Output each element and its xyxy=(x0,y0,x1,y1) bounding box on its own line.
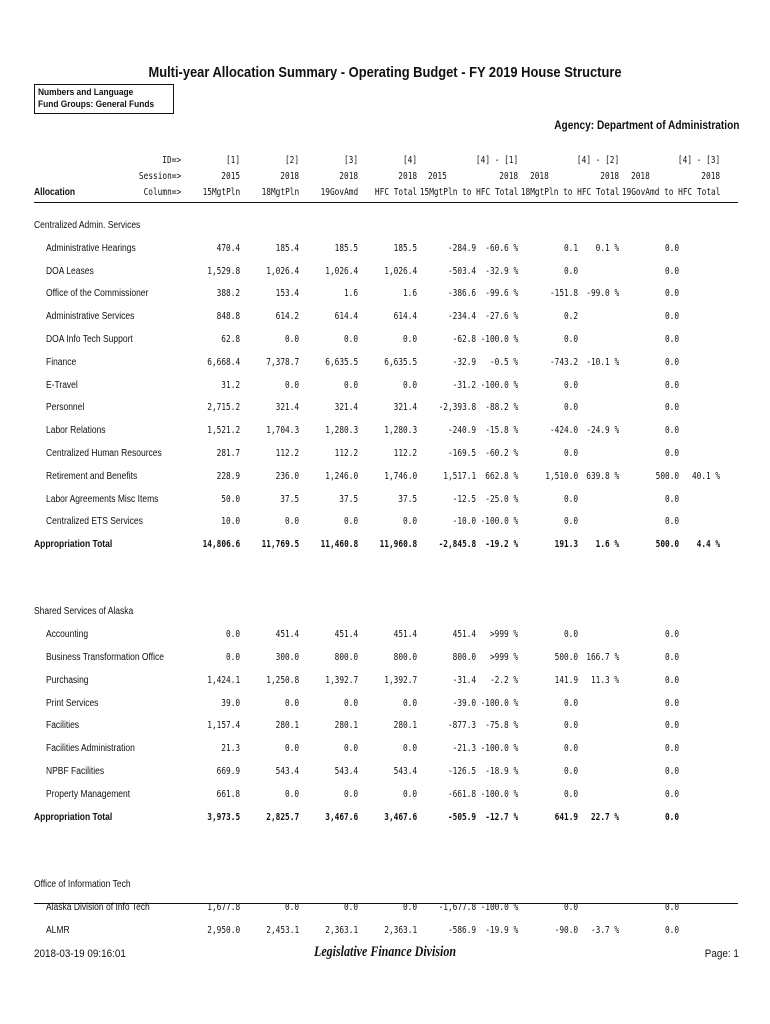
diff-amount: 0.0 xyxy=(563,901,578,913)
diff-amount: -126.5 xyxy=(447,766,476,778)
allocation-row-label: Administrative Services xyxy=(46,311,135,323)
diff-percent: -19.2 % xyxy=(485,539,518,551)
value-cell: 0.0 xyxy=(343,334,358,345)
value-cell: 2,950.0 xyxy=(207,924,240,936)
diff-amount: 0.0 xyxy=(563,766,578,778)
value-cell: 21.3 xyxy=(221,743,240,755)
diff-amount: -39.0 xyxy=(452,697,476,709)
diff-amount: -169.5 xyxy=(447,448,476,459)
value-cell: 280.1 xyxy=(334,720,358,732)
value-cell: 0.0 xyxy=(343,901,358,913)
value-cell: 6,668.4 xyxy=(207,356,240,368)
value-cell: 321.4 xyxy=(275,402,299,414)
diff-amount: 0.0 xyxy=(664,334,679,345)
value-cell: 1,677.8 xyxy=(207,901,240,913)
value-cell: 1,157.4 xyxy=(207,720,240,732)
diff-percent: -15.8 % xyxy=(485,425,518,437)
diff-percent: -12.7 % xyxy=(485,811,518,823)
allocation-row-label: Finance xyxy=(46,356,77,368)
diff-percent: -0.5 % xyxy=(489,356,518,368)
diff-percent: -25.0 % xyxy=(485,493,518,505)
fund-box-line-1: Numbers and Language xyxy=(38,87,134,98)
diff-percent: -100.0 % xyxy=(480,516,518,528)
value-cell: 800.0 xyxy=(393,652,417,664)
diff-amount: -31.2 xyxy=(452,379,476,391)
value-cell: 543.4 xyxy=(393,766,417,778)
diff-percent: -99.6 % xyxy=(485,288,518,300)
header-row-label: Session=> xyxy=(138,171,181,182)
page-number: Page: 1 xyxy=(704,948,739,960)
allocation-row-label: E-Travel xyxy=(46,379,78,391)
diff-amount: -151.8 xyxy=(549,288,578,300)
value-cell: 11,460.8 xyxy=(320,539,358,551)
value-cell: 0.0 xyxy=(284,379,299,391)
allocation-row-label: Centralized Human Resources xyxy=(46,448,162,459)
diff-percent: 639.8 % xyxy=(586,470,619,482)
value-cell: 1,246.0 xyxy=(325,470,358,482)
diff-percent: -18.9 % xyxy=(485,766,518,778)
allocation-row-label: Labor Relations xyxy=(46,425,106,437)
value-cell: 0.0 xyxy=(402,788,417,800)
value-cell: 1,026.4 xyxy=(325,265,358,277)
diff-amount: 0.0 xyxy=(664,311,679,323)
diff-percent: -88.2 % xyxy=(485,402,518,414)
diff-amount: 0.0 xyxy=(664,901,679,913)
allocation-row-label: Facilities Administration xyxy=(46,743,135,755)
value-cell: 185.5 xyxy=(334,242,358,254)
value-cell: 2,715.2 xyxy=(207,402,240,414)
diff-percent: -100.0 % xyxy=(480,379,518,391)
value-cell: 31.2 xyxy=(221,379,240,391)
value-cell: 0.0 xyxy=(284,697,299,709)
value-cell: 0.0 xyxy=(284,743,299,755)
value-cell: 112.2 xyxy=(275,448,299,459)
diff-amount: 0.0 xyxy=(664,356,679,368)
allocation-row-label: Labor Agreements Misc Items xyxy=(46,493,159,505)
diff-amount: -424.0 xyxy=(549,425,578,437)
allocation-row-label: Personnel xyxy=(46,402,85,414)
value-cell: 7,378.7 xyxy=(266,356,299,368)
diff-amount: 0.0 xyxy=(664,924,679,936)
diff-amount: 0.0 xyxy=(664,402,679,414)
value-cell: 300.0 xyxy=(275,652,299,664)
value-cell: 153.4 xyxy=(275,288,299,300)
value-cell: 37.5 xyxy=(280,493,299,505)
allocation-row-label: Centralized ETS Services xyxy=(46,516,143,528)
value-cell: 614.4 xyxy=(334,311,358,323)
value-cell: 614.2 xyxy=(275,311,299,323)
value-cell: 0.0 xyxy=(402,516,417,528)
value-cell: 669.9 xyxy=(216,766,240,778)
allocation-row-label: Purchasing xyxy=(46,674,89,686)
diff-percent: -24.9 % xyxy=(586,425,619,437)
value-cell: 2,363.1 xyxy=(325,924,358,936)
diff-session-to: 2018 xyxy=(499,171,518,182)
diff-session-to: 2018 xyxy=(701,171,720,182)
diff-amount: -2,845.8 xyxy=(438,539,476,551)
diff-amount: 0.0 xyxy=(563,788,578,800)
diff-amount: 0.0 xyxy=(563,516,578,528)
col-name: 18MgtPln xyxy=(261,187,299,198)
value-cell: 39.0 xyxy=(221,697,240,709)
value-cell: 1,529.8 xyxy=(207,265,240,277)
allocation-row-label: Retirement and Benefits xyxy=(46,470,138,482)
value-cell: 62.8 xyxy=(221,334,240,345)
footer-signature: Legislative Finance Division xyxy=(314,944,456,960)
diff-percent: -10.1 % xyxy=(586,356,619,368)
value-cell: 0.0 xyxy=(343,379,358,391)
value-cell: 37.5 xyxy=(398,493,417,505)
col-id: [2] xyxy=(284,155,299,166)
value-cell: 14,806.6 xyxy=(202,539,240,551)
value-cell: 1,026.4 xyxy=(384,265,417,277)
diff-amount: 0.0 xyxy=(664,720,679,732)
col-name: HFC Total xyxy=(374,187,417,198)
header-divider xyxy=(34,202,738,203)
col-id: [1] xyxy=(225,155,240,166)
value-cell: 1,521.2 xyxy=(207,425,240,437)
allocation-row-label: Print Services xyxy=(46,697,99,709)
diff-amount: 0.0 xyxy=(563,379,578,391)
value-cell: 0.0 xyxy=(284,901,299,913)
diff-amount: 0.0 xyxy=(664,743,679,755)
value-cell: 2,825.7 xyxy=(266,811,299,823)
value-cell: 1,704.3 xyxy=(266,425,299,437)
diff-amount: 0.0 xyxy=(563,720,578,732)
diff-amount: 500.0 xyxy=(554,652,578,664)
value-cell: 848.8 xyxy=(216,311,240,323)
value-cell: 1,392.7 xyxy=(384,674,417,686)
diff-amount: 0.0 xyxy=(664,811,679,823)
allocation-row-label: ALMR xyxy=(46,924,70,936)
diff-amount: 1,510.0 xyxy=(545,470,578,482)
col-session: 2018 xyxy=(339,171,358,182)
value-cell: 1,424.1 xyxy=(207,674,240,686)
appropriation-total-label: Appropriation Total xyxy=(34,811,113,823)
value-cell: 2,453.1 xyxy=(266,924,299,936)
col-name: 15MgtPln xyxy=(202,187,240,198)
value-cell: 0.0 xyxy=(402,334,417,345)
diff-amount: -90.0 xyxy=(554,924,578,936)
diff-percent: -99.0 % xyxy=(586,288,619,300)
diff-percent: -100.0 % xyxy=(480,788,518,800)
diff-amount: -31.4 xyxy=(452,674,476,686)
value-cell: 661.8 xyxy=(216,788,240,800)
diff-percent: >999 % xyxy=(489,652,518,664)
diff-col-name: 19GovAmd to HFC Total xyxy=(621,187,720,198)
diff-col-name: 18MgtPln to HFC Total xyxy=(520,187,619,198)
value-cell: 0.0 xyxy=(284,516,299,528)
diff-amount: -62.8 xyxy=(452,334,476,345)
diff-amount: 0.0 xyxy=(563,697,578,709)
diff-session-to: 2018 xyxy=(600,171,619,182)
diff-amount: 0.0 xyxy=(664,265,679,277)
diff-amount: 0.0 xyxy=(664,766,679,778)
diff-percent: -32.9 % xyxy=(485,265,518,277)
header-row-label: ID=> xyxy=(162,155,181,166)
report-title: Multi-year Allocation Summary - Operating Budget - FY 2019 House Structure xyxy=(148,64,622,81)
value-cell: 50.0 xyxy=(221,493,240,505)
diff-amount: -32.9 xyxy=(452,356,476,368)
diff-amount: -586.9 xyxy=(447,924,476,936)
diff-amount: 0.0 xyxy=(664,379,679,391)
diff-amount: 0.0 xyxy=(664,242,679,254)
allocation-row-label: Accounting xyxy=(46,629,89,641)
value-cell: 0.0 xyxy=(343,516,358,528)
section-heading: Shared Services of Alaska xyxy=(34,606,134,618)
value-cell: 451.4 xyxy=(393,629,417,641)
value-cell: 3,467.6 xyxy=(325,811,358,823)
value-cell: 3,973.5 xyxy=(207,811,240,823)
value-cell: 543.4 xyxy=(334,766,358,778)
value-cell: 1.6 xyxy=(343,288,358,300)
diff-amount: 0.0 xyxy=(563,402,578,414)
allocation-row-label: Business Transformation Office xyxy=(46,652,164,664)
diff-col-name: 15MgtPln to HFC Total xyxy=(419,187,518,198)
diff-amount: 641.9 xyxy=(554,811,578,823)
diff-percent: -3.7 % xyxy=(590,924,619,936)
diff-percent: -100.0 % xyxy=(480,334,518,345)
diff-percent: -19.9 % xyxy=(485,924,518,936)
value-cell: 614.4 xyxy=(393,311,417,323)
allocation-row-label: Alaska Division of Info Tech xyxy=(46,901,150,913)
allocation-header: Allocation xyxy=(34,187,76,198)
diff-amount: 0.0 xyxy=(664,493,679,505)
value-cell: 0.0 xyxy=(402,901,417,913)
value-cell: 6,635.5 xyxy=(384,356,417,368)
diff-amount: 451.4 xyxy=(452,629,476,641)
allocation-row-label: NPBF Facilities xyxy=(46,766,105,778)
diff-percent: 22.7 % xyxy=(590,811,619,823)
value-cell: 37.5 xyxy=(339,493,358,505)
value-cell: 1.6 xyxy=(402,288,417,300)
diff-amount: -877.3 xyxy=(447,720,476,732)
value-cell: 1,392.7 xyxy=(325,674,358,686)
allocation-row-label: Administrative Hearings xyxy=(46,242,136,254)
col-id: [4] xyxy=(402,155,417,166)
diff-percent: 166.7 % xyxy=(586,652,619,664)
value-cell: 236.0 xyxy=(275,470,299,482)
value-cell: 281.7 xyxy=(216,448,240,459)
diff-amount: 800.0 xyxy=(452,652,476,664)
value-cell: 185.4 xyxy=(275,242,299,254)
diff-percent: -27.6 % xyxy=(485,311,518,323)
value-cell: 0.0 xyxy=(402,379,417,391)
value-cell: 280.1 xyxy=(393,720,417,732)
diff-amount: 0.0 xyxy=(563,493,578,505)
diff-amount: 1,517.1 xyxy=(443,470,476,482)
diff-amount: 0.0 xyxy=(664,629,679,641)
diff-amount: 0.0 xyxy=(563,448,578,459)
allocation-row-label: Office of the Commissioner xyxy=(46,288,149,300)
diff-amount: 0.0 xyxy=(664,652,679,664)
diff-amount: 500.0 xyxy=(655,470,679,482)
diff-amount: -12.5 xyxy=(452,493,476,505)
diff-amount: 0.2 xyxy=(563,311,578,323)
diff-amount: -10.0 xyxy=(452,516,476,528)
diff-percent: -60.2 % xyxy=(485,448,518,459)
diff-percent: -75.8 % xyxy=(485,720,518,732)
diff-amount: -743.2 xyxy=(549,356,578,368)
diff-amount: 0.0 xyxy=(664,674,679,686)
diff-amount: 141.9 xyxy=(554,674,578,686)
diff-amount: 0.0 xyxy=(563,265,578,277)
footer-date: 2018-03-19 09:16:01 xyxy=(34,948,126,960)
diff-amount: 0.0 xyxy=(563,629,578,641)
value-cell: 388.2 xyxy=(216,288,240,300)
value-cell: 11,960.8 xyxy=(379,539,417,551)
diff-amount: -1,677.8 xyxy=(438,901,476,913)
fund-group-box xyxy=(34,84,174,114)
value-cell: 112.2 xyxy=(334,448,358,459)
value-cell: 321.4 xyxy=(334,402,358,414)
diff-amount: 0.0 xyxy=(664,697,679,709)
section-heading: Centralized Admin. Services xyxy=(34,220,141,231)
value-cell: 800.0 xyxy=(334,652,358,664)
diff-amount: 0.0 xyxy=(563,743,578,755)
value-cell: 6,635.5 xyxy=(325,356,358,368)
diff-amount: -386.6 xyxy=(447,288,476,300)
diff-amount: -661.8 xyxy=(447,788,476,800)
diff-amount: 0.1 xyxy=(563,242,578,254)
diff-amount: 500.0 xyxy=(655,539,679,551)
value-cell: 0.0 xyxy=(402,743,417,755)
value-cell: 185.5 xyxy=(393,242,417,254)
value-cell: 0.0 xyxy=(343,743,358,755)
diff-percent: -60.6 % xyxy=(485,242,518,254)
diff-percent: 662.8 % xyxy=(485,470,518,482)
diff-amount: 0.0 xyxy=(664,288,679,300)
diff-amount: -2,393.8 xyxy=(438,402,476,414)
value-cell: 2,363.1 xyxy=(384,924,417,936)
value-cell: 0.0 xyxy=(343,697,358,709)
value-cell: 1,280.3 xyxy=(384,425,417,437)
diff-percent: 1.6 % xyxy=(595,539,619,551)
allocation-row-label: DOA Leases xyxy=(46,265,94,277)
diff-session-from: 2015 xyxy=(428,171,447,182)
diff-percent: 40.1 % xyxy=(691,470,720,482)
section-heading: Office of Information Tech xyxy=(34,878,131,890)
diff-percent: 0.1 % xyxy=(595,242,619,254)
value-cell: 543.4 xyxy=(275,766,299,778)
diff-percent: 11.3 % xyxy=(590,674,619,686)
value-cell: 0.0 xyxy=(225,652,240,664)
allocation-row-label: Facilities xyxy=(46,720,80,732)
value-cell: 0.0 xyxy=(402,697,417,709)
value-cell: 451.4 xyxy=(334,629,358,641)
diff-session-from: 2018 xyxy=(530,171,549,182)
value-cell: 0.0 xyxy=(225,629,240,641)
col-session: 2018 xyxy=(280,171,299,182)
fund-box-line-2: Fund Groups: General Funds xyxy=(38,99,155,110)
value-cell: 321.4 xyxy=(393,402,417,414)
diff-amount: 0.0 xyxy=(664,425,679,437)
value-cell: 10.0 xyxy=(221,516,240,528)
value-cell: 451.4 xyxy=(275,629,299,641)
diff-percent: -100.0 % xyxy=(480,697,518,709)
diff-amount: 0.0 xyxy=(664,448,679,459)
diff-percent: -100.0 % xyxy=(480,743,518,755)
diff-amount: 0.0 xyxy=(664,516,679,528)
diff-session-from: 2018 xyxy=(631,171,650,182)
value-cell: 0.0 xyxy=(284,334,299,345)
diff-amount: -234.4 xyxy=(447,311,476,323)
col-session: 2015 xyxy=(221,171,240,182)
diff-amount: -503.4 xyxy=(447,265,476,277)
diff-percent: -100.0 % xyxy=(480,901,518,913)
diff-amount: 0.0 xyxy=(563,334,578,345)
diff-percent: >999 % xyxy=(489,629,518,641)
value-cell: 112.2 xyxy=(393,448,417,459)
col-name: 19GovAmd xyxy=(320,187,358,198)
diff-amount: 0.0 xyxy=(664,788,679,800)
allocation-row-label: Property Management xyxy=(46,788,131,800)
appropriation-total-label: Appropriation Total xyxy=(34,539,113,551)
footer-divider xyxy=(34,903,738,904)
value-cell: 0.0 xyxy=(284,788,299,800)
allocation-row-label: DOA Info Tech Support xyxy=(46,334,133,345)
diff-id: [4] - [3] xyxy=(677,155,720,166)
value-cell: 3,467.6 xyxy=(384,811,417,823)
diff-amount: -284.9 xyxy=(447,242,476,254)
diff-amount: -505.9 xyxy=(447,811,476,823)
value-cell: 1,026.4 xyxy=(266,265,299,277)
diff-amount: -240.9 xyxy=(447,425,476,437)
value-cell: 11,769.5 xyxy=(261,539,299,551)
col-id: [3] xyxy=(343,155,358,166)
value-cell: 470.4 xyxy=(216,242,240,254)
diff-percent: 4.4 % xyxy=(696,539,720,551)
value-cell: 1,280.3 xyxy=(325,425,358,437)
diff-amount: 191.3 xyxy=(554,539,578,551)
diff-id: [4] - [2] xyxy=(576,155,619,166)
diff-id: [4] - [1] xyxy=(475,155,518,166)
col-session: 2018 xyxy=(398,171,417,182)
diff-amount: -21.3 xyxy=(452,743,476,755)
agency-label: Agency: Department of Administration xyxy=(553,120,739,132)
value-cell: 1,746.0 xyxy=(384,470,417,482)
value-cell: 0.0 xyxy=(343,788,358,800)
diff-percent: -2.2 % xyxy=(489,674,518,686)
value-cell: 280.1 xyxy=(275,720,299,732)
value-cell: 1,250.8 xyxy=(266,674,299,686)
header-row-label: Column=> xyxy=(143,187,181,198)
value-cell: 228.9 xyxy=(216,470,240,482)
